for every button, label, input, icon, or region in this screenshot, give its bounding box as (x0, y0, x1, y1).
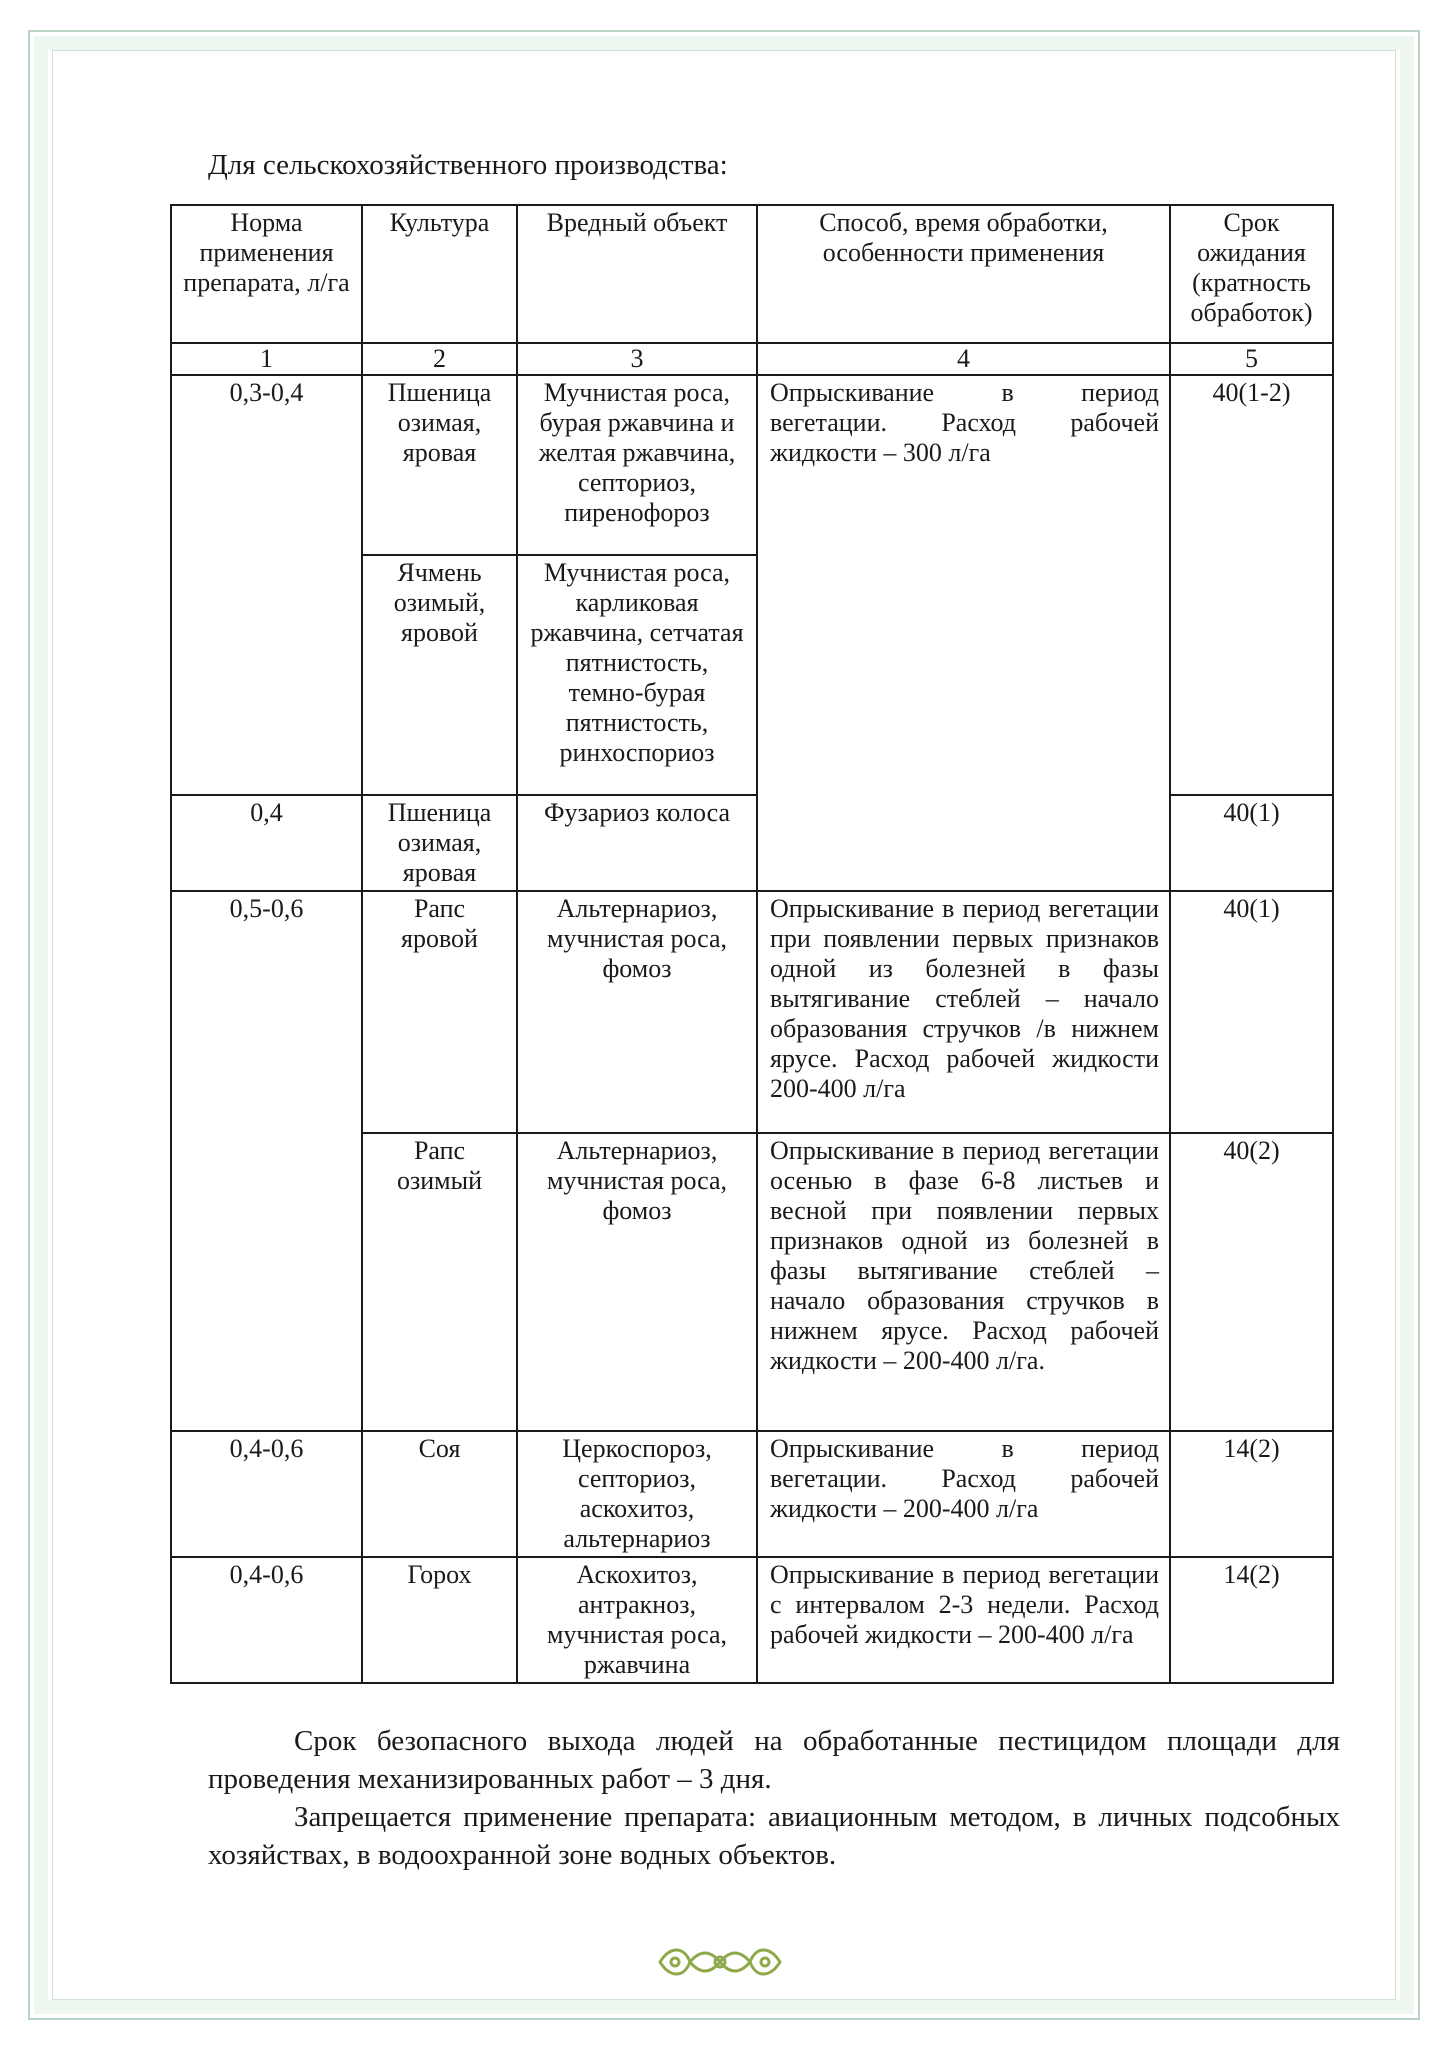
rate-cell: 0,5-0,6 (171, 891, 362, 1431)
note-prohibition: Запрещается применение препарата: авиационным методом, в личных подсобных хозяйствах, в водоохранной зоне водных объектов. (208, 1801, 1340, 1871)
table-row (171, 375, 1333, 555)
table-row (171, 1431, 1333, 1557)
crop-cell: Рапс озимый (362, 1133, 517, 1431)
col-number: 1 (171, 343, 362, 375)
rate-cell: 0,4-0,6 (171, 1431, 362, 1557)
col-number: 5 (1170, 343, 1333, 375)
notes-block (208, 1722, 1340, 1874)
header-method: Способ, время обработки, особенности применения (757, 205, 1170, 343)
method-cell: Опрыскивание в период вегетации с интервалом 2-3 недели. Расход рабочей жидкости – 200-400 л/га (757, 1557, 1170, 1683)
crop-cell: Рапс яровой (362, 891, 517, 1133)
pest-cell: Альтернариоз, мучнистая роса, фомоз (517, 1133, 757, 1431)
header-crop: Культура (362, 205, 517, 343)
pest-cell: Аскохитоз, антракноз, мучнистая роса, ржавчина (517, 1557, 757, 1683)
table-header-row (171, 205, 1333, 343)
header-wait: Срок ожидания (кратность обработок) (1170, 205, 1333, 343)
note-safe-exit: Срок безопасного выхода людей на обработанные пестицидом площади для проведения механизированных работ – 3 дня. (208, 1725, 1340, 1795)
rate-cell: 0,4-0,6 (171, 1557, 362, 1683)
pest-cell: Мучнистая роса, карликовая ржавчина, сетчатая пятнистость, темно-бурая пятнистость, ринхоспориоз (517, 555, 757, 795)
crop-cell: Ячмень озимый, яровой (362, 555, 517, 795)
col-number: 3 (517, 343, 757, 375)
pest-cell: Альтернариоз, мучнистая роса, фомоз (517, 891, 757, 1133)
pest-cell: Мучнистая роса, бурая ржавчина и желтая ржавчина, септориоз, пиренофороз (517, 375, 757, 555)
method-cell: Опрыскивание в период вегетации. Расход рабочей жидкости – 200-400 л/га (757, 1431, 1170, 1557)
pest-cell: Церкоспороз, септориоз, аскохитоз, альтернариоз (517, 1431, 757, 1557)
method-cell: Опрыскивание в период вегетации осенью в фазе 6-8 листьев и весной при появлении первых признаков одной из болезней в фазы вытягивание стеблей – начало образования стручков в нижнем ярусе. Расход рабочей жидкости – 200-400 л/га. (757, 1133, 1170, 1431)
wait-cell: 40(1) (1170, 891, 1333, 1133)
wait-cell: 40(1-2) (1170, 375, 1333, 795)
crop-cell: Горох (362, 1557, 517, 1683)
crop-cell: Пшеница озимая, яровая (362, 795, 517, 891)
crop-cell: Соя (362, 1431, 517, 1557)
wait-cell: 14(2) (1170, 1557, 1333, 1683)
table-row (171, 1557, 1333, 1683)
crop-cell: Пшеница озимая, яровая (362, 375, 517, 555)
table-number-row (171, 343, 1333, 375)
table-row (171, 891, 1333, 1133)
application-table (170, 204, 1334, 1684)
intro-text: Для сельскохозяйственного производства: (208, 149, 728, 181)
wait-cell: 40(2) (1170, 1133, 1333, 1431)
method-cell: Опрыскивание в период вегетации. Расход рабочей жидкости – 300 л/га (757, 375, 1170, 891)
rate-cell: 0,4 (171, 795, 362, 891)
col-number: 2 (362, 343, 517, 375)
rate-cell: 0,3-0,4 (171, 375, 362, 795)
method-cell: Опрыскивание в период вегетации при появлении первых признаков одной из болезней в фазы вытягивание стеблей – начало образования стручков /в нижнем ярусе. Расход рабочей жидкости 200-400 л/га (757, 891, 1170, 1133)
pest-cell: Фузариоз колоса (517, 795, 757, 891)
col-number: 4 (757, 343, 1170, 375)
ornament-icon (650, 1940, 790, 1984)
header-pest: Вредный объект (517, 205, 757, 343)
wait-cell: 40(1) (1170, 795, 1333, 891)
header-rate: Норма применения препарата, л/га (171, 205, 362, 343)
wait-cell: 14(2) (1170, 1431, 1333, 1557)
